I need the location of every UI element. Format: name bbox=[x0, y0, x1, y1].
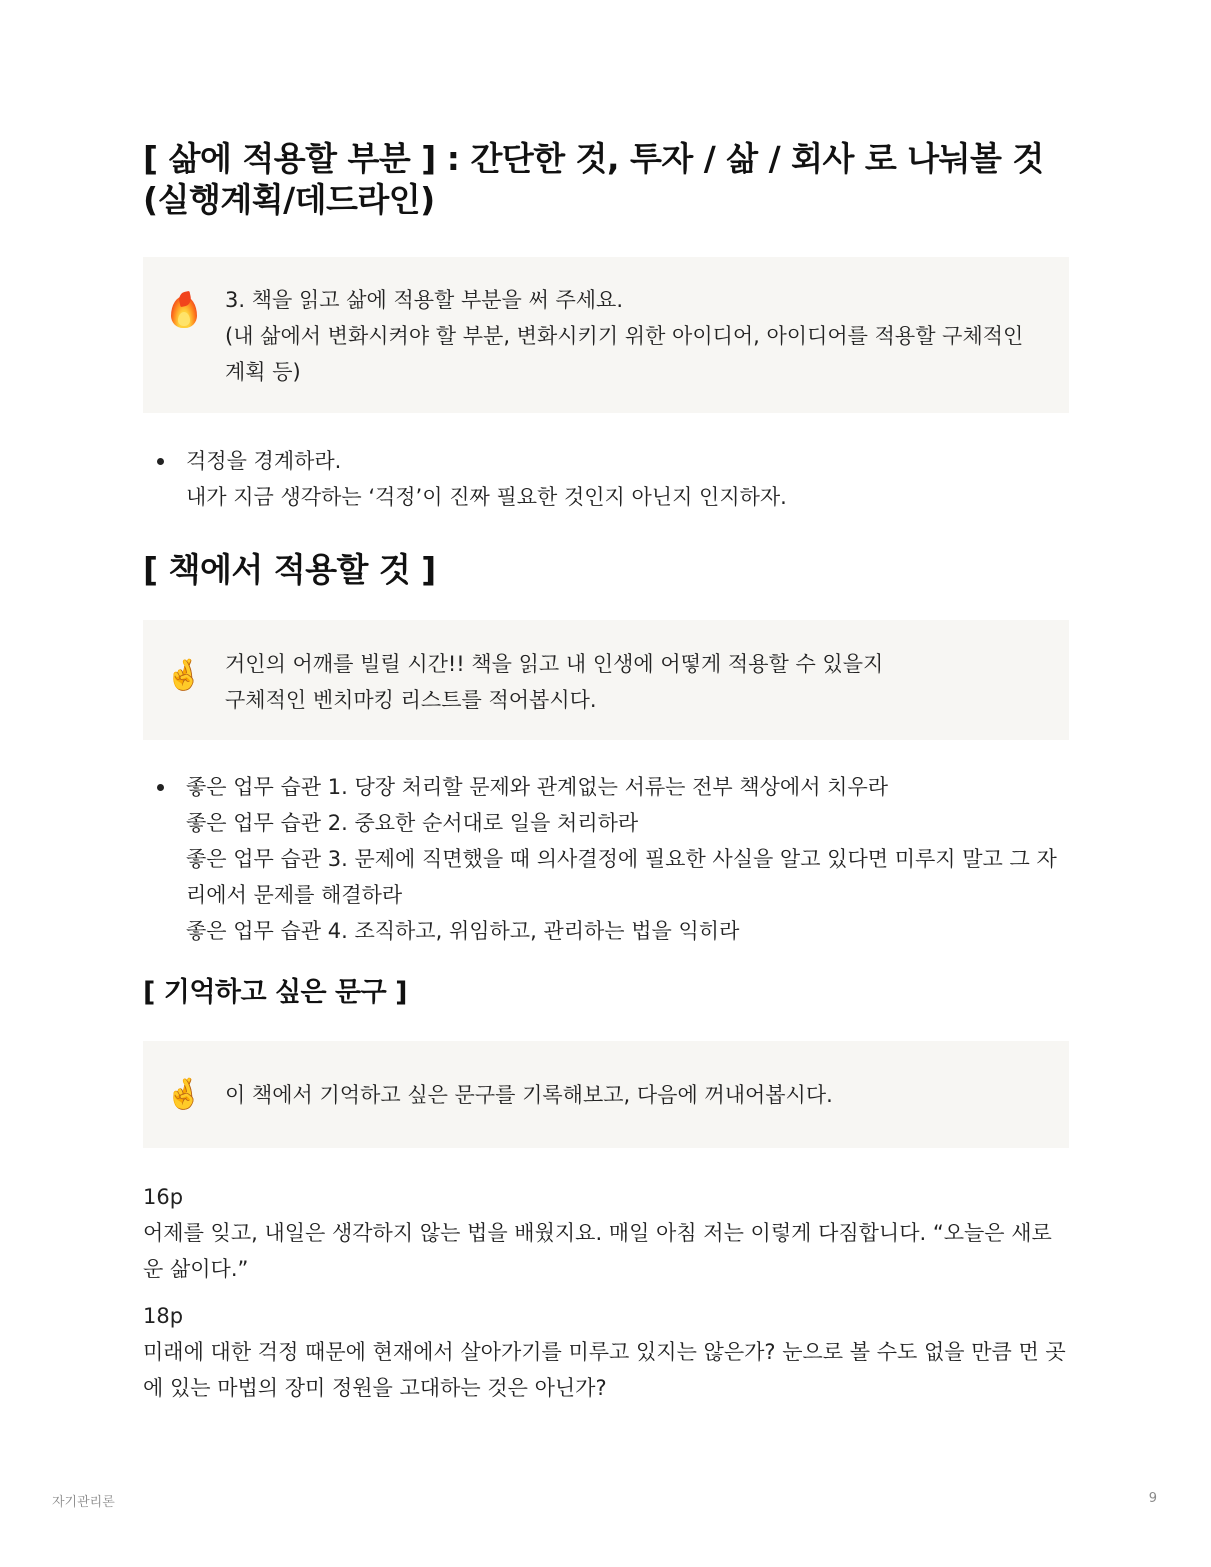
callout-text: 3. 책을 읽고 삶에 적용할 부분을 써 주세요. (내 삶에서 변화시켜야 할 부분, 변화시키기 위한 아이디어, 아이디어를 적용할 구체적인 계획 등) bbox=[225, 288, 1024, 384]
list-item-line: 내가 지금 생각하는 ‘걱정’이 진짜 필요한 것인지 아닌지 인지하자. bbox=[186, 485, 787, 509]
quote-item bbox=[143, 1179, 1069, 1287]
page-number: 9 bbox=[1148, 1491, 1157, 1506]
bullet-dot bbox=[157, 784, 164, 791]
callout-apply-life bbox=[143, 257, 1069, 413]
section-title-quotes: [ 기억하고 싶은 문구 ] bbox=[143, 977, 407, 1008]
quote-text: 미래에 대한 걱정 때문에 현재에서 살아가기를 미루고 있지는 않은가? 눈으로 볼 수도 없을 만큼 먼 곳에 있는 마법의 장미 정원을 고대하는 것은 아닌가? bbox=[143, 1340, 1066, 1400]
list-item bbox=[143, 769, 1069, 949]
section-title-apply-book: [ 책에서 적용할 것 ] bbox=[143, 550, 436, 589]
list-item bbox=[143, 443, 1069, 515]
callout-apply-book bbox=[143, 620, 1069, 740]
callout-quotes bbox=[143, 1041, 1069, 1148]
list-item-line: 좋은 업무 습관 4. 조직하고, 위임하고, 관리하는 법을 익히라 bbox=[186, 919, 740, 943]
bullet-list-apply-book bbox=[143, 769, 1069, 949]
bullet-list-apply-life bbox=[143, 443, 1069, 515]
crossed-fingers-icon: 🤞 bbox=[165, 1077, 203, 1112]
quote-text: 어제를 잊고, 내일은 생각하지 않는 법을 배웠지요. 매일 아침 저는 이렇게 다짐합니다. “오늘은 새로운 삶이다.” bbox=[143, 1221, 1052, 1281]
list-item-line: 좋은 업무 습관 2. 중요한 순서대로 일을 처리하라 bbox=[186, 811, 639, 835]
section-title-apply-life: [ 삶에 적용할 부분 ] : 간단한 것, 투자 / 삶 / 회사 로 나눠볼 것 (실행계획/데드라인) bbox=[143, 139, 1044, 219]
list-item-line: 좋은 업무 습관 3. 문제에 직면했을 때 의사결정에 필요한 사실을 알고 있다면 미루지 말고 그 자리에서 문제를 해결하라 bbox=[186, 847, 1057, 907]
list-item-line: 걱정을 경계하라. bbox=[186, 449, 342, 473]
list-item-line: 좋은 업무 습관 1. 당장 처리할 문제와 관계없는 서류는 전부 책상에서 치우라 bbox=[186, 775, 889, 799]
quote-page: 18p bbox=[143, 1304, 184, 1328]
callout-text: 거인의 어깨를 빌릴 시간!! 책을 읽고 내 인생에 어떻게 적용할 수 있을지 구체적인 벤치마킹 리스트를 적어봅시다. bbox=[225, 652, 884, 712]
fire-icon bbox=[143, 282, 225, 330]
callout-text: 이 책에서 기억하고 싶은 문구를 기록해보고, 다음에 꺼내어봅시다. bbox=[225, 1083, 833, 1107]
bullet-dot bbox=[157, 458, 164, 465]
quote-page: 16p bbox=[143, 1185, 184, 1209]
footer-title: 자기관리론 bbox=[52, 1495, 115, 1510]
quote-item bbox=[143, 1298, 1069, 1406]
crossed-fingers-icon: 🤞 bbox=[165, 658, 203, 693]
